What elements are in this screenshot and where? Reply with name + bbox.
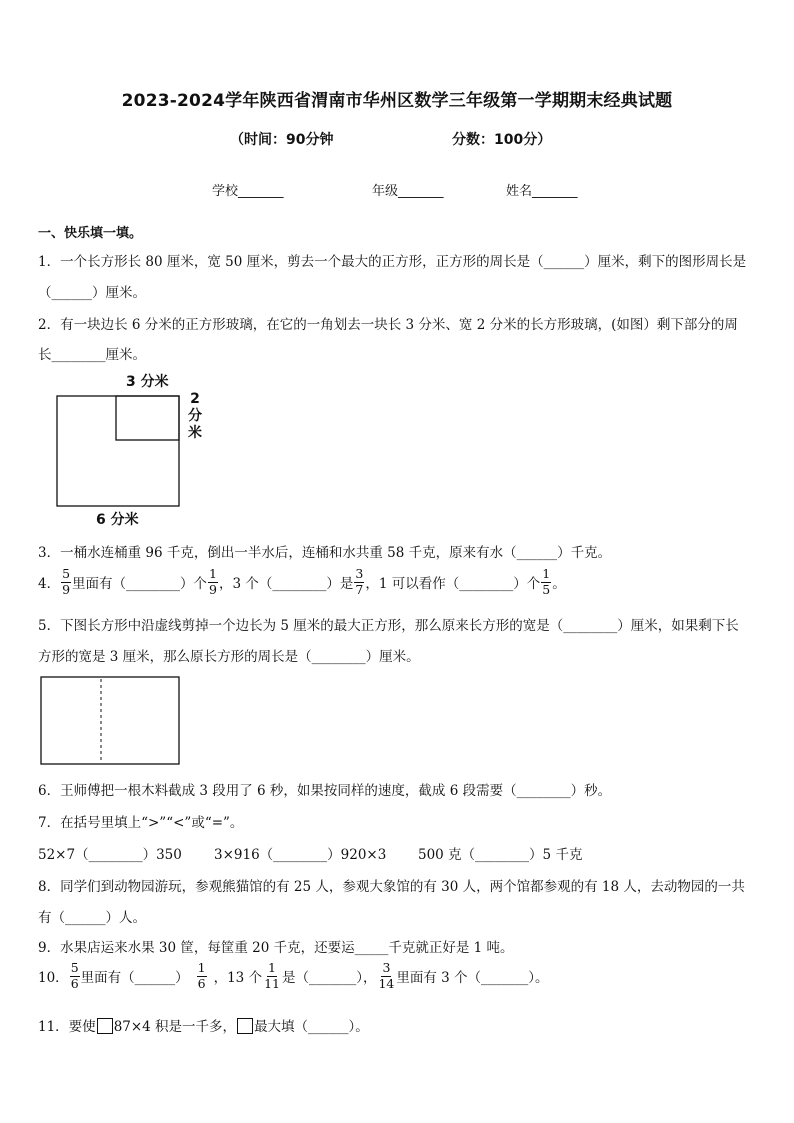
numerator: 1	[542, 566, 551, 581]
q7-line1: 7．在括号里填上“>”“<”或“=”。	[38, 815, 244, 831]
fraction	[541, 568, 551, 596]
q4-text-1: 里面有（________）个	[72, 576, 208, 592]
q2-figure-side-label	[188, 391, 202, 442]
denominator: 7	[355, 581, 364, 597]
q3-line: 3．一桶水连桶重 96 千克，倒出一半水后，连桶和水共重 58 千克，原来有水（______）千克。	[38, 545, 612, 561]
denominator: 11	[264, 975, 280, 991]
q10-text-3: 是（_______），	[281, 970, 377, 986]
q4-text-3: ，1 可以看作（________）个	[365, 576, 541, 592]
blank-box	[237, 1018, 253, 1034]
fraction	[61, 568, 71, 596]
rectangle	[41, 677, 179, 764]
side-label-unit-1: 分	[188, 408, 202, 424]
q4-line	[38, 568, 566, 596]
fraction	[263, 962, 281, 990]
outer-square	[57, 396, 179, 506]
q11-text-2: 87×4 积是一千多，	[113, 1019, 237, 1035]
section-heading: 一、快乐填一填。	[38, 226, 143, 241]
q10-line	[38, 962, 549, 990]
q2-figure-top-label: 3 分米	[126, 374, 169, 390]
q7-c: 500 克（________）5 千克	[418, 847, 583, 863]
q1-line2: （______）厘米。	[38, 285, 146, 301]
q5-line2: 方形的宽是 3 厘米，那么原长方形的周长是（________）厘米。	[38, 649, 420, 665]
q6-line: 6．王师傅把一根木料截成 3 段用了 6 秒，如果按同样的速度，截成 6 段需要（________）秒。	[38, 783, 612, 799]
q4-text-4: 。	[552, 576, 566, 592]
denominator: 5	[542, 581, 551, 597]
numerator: 1	[209, 566, 217, 581]
q11-text-3: 最大填（______）。	[254, 1019, 369, 1035]
denominator: 9	[62, 581, 71, 597]
blank-box	[97, 1018, 113, 1034]
q4-text-2: ，3 个（________）是	[219, 576, 354, 592]
q10-text-1: 里面有（______）	[80, 970, 189, 986]
numerator: 1	[268, 960, 276, 975]
q10-number: 10．	[38, 970, 69, 986]
q2-figure-bottom-label: 6 分米	[96, 512, 139, 528]
q11-text-1: 11．要使	[38, 1019, 96, 1035]
q5-line1: 5．下图长方形中沿虚线剪掉一个边长为 5 厘米的最大正方形，那么原来长方形的宽是（________）厘米，如果剩下长	[38, 618, 739, 634]
q11-line	[38, 1015, 369, 1035]
denominator: 6	[197, 975, 206, 991]
numerator: 1	[197, 960, 206, 975]
fraction	[208, 568, 218, 596]
numerator: 3	[382, 960, 391, 975]
q8-line1: 8．同学们到动物园游玩，参观熊猫馆的有 25 人，参观大象馆的有 30 人，两个馆都参观的有 18 人，去动物园的一共	[38, 879, 745, 895]
denominator: 6	[70, 975, 79, 991]
q10-text-4: 里面有 3 个（_______）。	[396, 970, 549, 986]
fraction	[70, 962, 80, 990]
fraction	[197, 962, 207, 990]
numerator: 5	[70, 960, 79, 975]
q1-line1: 1．一个长方形长 80 厘米，宽 50 厘米，剪去一个最大的正方形，正方形的周长是（______）厘米，剩下的图形周长是	[38, 254, 747, 270]
school-field: 学校_______	[212, 184, 284, 199]
q10-text-2: ，13 个	[213, 970, 263, 986]
q7-b: 3×916（________）920×3	[214, 847, 387, 863]
grade-field: 年级_______	[372, 184, 444, 199]
fraction	[377, 962, 395, 990]
q2-line1: 2．有一块边长 6 分米的正方形玻璃，在它的一角划去一块长 3 分米、宽 2 分米的长方形玻璃，(如图）剩下部分的周	[38, 317, 738, 333]
side-label-number: 2	[190, 391, 200, 407]
exam-score: 分数：100分）	[452, 132, 552, 148]
q8-line2: 有（______）人。	[38, 910, 146, 926]
exam-time: （时间：90分钟	[230, 132, 334, 148]
denominator: 14	[378, 975, 395, 991]
page-title: 2023-2024学年陕西省渭南市华州区数学三年级第一学期期末经典试题	[121, 91, 673, 111]
numerator: 5	[62, 566, 71, 581]
denominator: 9	[209, 581, 217, 597]
q4-number: 4．	[38, 576, 61, 592]
q2-glass-figure	[50, 390, 190, 510]
q9-line: 9．水果店运来水果 30 筐，每筐重 20 千克，还要运_____千克就正好是 1 吨。	[38, 940, 514, 956]
q5-rectangle-figure	[40, 676, 182, 768]
name-field: 姓名_______	[506, 184, 578, 199]
fraction	[354, 568, 364, 596]
side-label-unit-2: 米	[188, 425, 202, 441]
cut-rectangle	[116, 396, 179, 440]
q7-a: 52×7（________）350	[38, 847, 182, 863]
q2-line2: 长________厘米。	[38, 347, 146, 363]
numerator: 3	[355, 566, 364, 581]
